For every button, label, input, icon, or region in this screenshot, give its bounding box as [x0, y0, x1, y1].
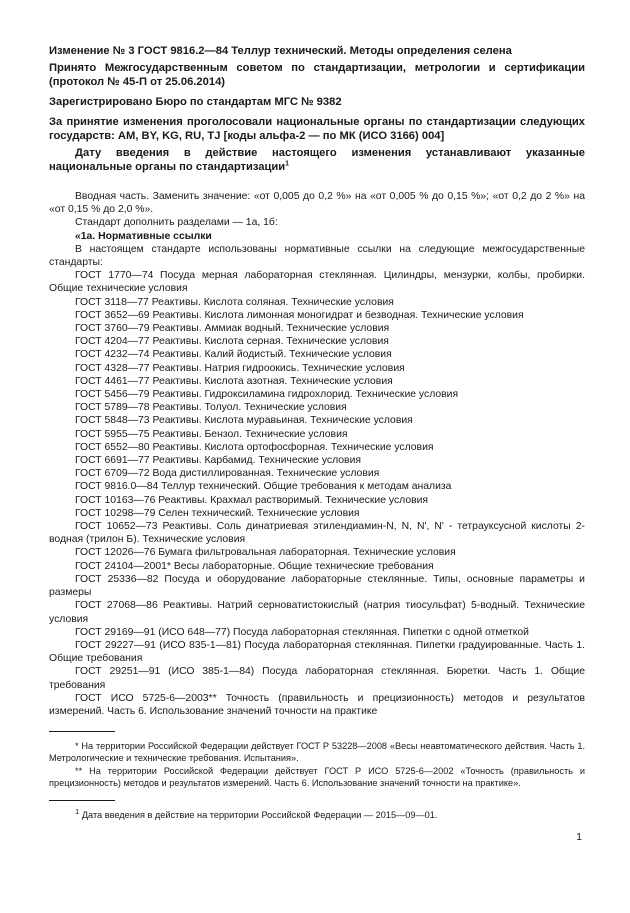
reference-item: ГОСТ 5848—73 Реактивы. Кислота муравьиная. Технические условия — [75, 415, 413, 427]
reference-item: ГОСТ 3652—69 Реактивы. Кислота лимонная моногидрат и безводная. Технические условия — [75, 309, 524, 321]
adopted-statement: Принято Межгосударственным советом по стандартизации, метрологии и сертификации (протокол № 45-П от 25.06.2014) — [49, 62, 585, 88]
intro-paragraph: Вводная часть. Заменить значение: «от 0,005 до 0,2 %» на «от 0,005 % до 0,15 %»; «от 0,2 до 2 %» на «от 0,15 % до 2,0 %». — [49, 191, 585, 216]
amendment-body — [49, 190, 585, 718]
footnote-double-star: ** На территории Российской Федерации действует ГОСТ Р ИСО 5725-6—2002 «Точность (правильность и прецизионность) методов и результатов измерений. Часть 6. Использование значений точности на практике». — [49, 765, 585, 789]
supplement-paragraph: Стандарт дополнить разделами — 1а, 1б: — [75, 217, 278, 229]
page-number: 1 — [576, 832, 582, 843]
footnote-one-text: Дата введения в действие на территории Российской Федерации — 2015—09—01. — [79, 810, 438, 820]
reference-item: ГОСТ 25336—82 Посуда и оборудование лабораторные стеклянные. Типы, основные параметры и размеры — [49, 573, 585, 599]
reference-item: ГОСТ 5955—75 Реактивы. Бензол. Технические условия — [75, 428, 348, 440]
reference-item: ГОСТ 10652—73 Реактивы. Соль динатриевая этилендиамин-N, N, N', N' - тетрауксусной кислоты 2-водная (трилон Б). Технические условия — [49, 521, 585, 546]
reference-item: ГОСТ 24104—2001* Весы лабораторные. Общие технические требования — [75, 560, 434, 572]
reference-item: ГОСТ 4232—74 Реактивы. Калий йодистый. Технические условия — [75, 349, 392, 361]
reference-item: ГОСТ 4204—77 Реактивы. Кислота серная. Технические условия — [75, 336, 389, 348]
date-footnote — [49, 800, 585, 821]
reference-item: ГОСТ 6709—72 Вода дистиллированная. Технические условия — [75, 468, 380, 480]
reference-item: ГОСТ 3118—77 Реактивы. Кислота соляная. Технические условия — [75, 296, 394, 308]
footnote-marker-1: 1 — [285, 160, 290, 168]
reference-item: ГОСТ 4461—77 Реактивы. Кислота азотная. Технические условия — [75, 375, 393, 387]
document-page — [49, 44, 585, 718]
reference-item: ГОСТ 4328—77 Реактивы. Натрия гидроокись. Технические условия — [75, 362, 405, 374]
effective-date-statement — [49, 146, 585, 174]
footnote-one-marker: 1 — [75, 806, 80, 816]
section-title: «1а. Нормативные ссылки — [75, 230, 212, 242]
reference-item: ГОСТ ИСО 5725-6—2003** Точность (правильность и прецизионность) методов и результатов измерений. Часть 6. Использование значений точности на практике — [49, 692, 585, 717]
section-intro: В настоящем стандарте использованы нормативные ссылки на следующие межгосударственные стандарты: — [49, 243, 585, 269]
reference-item: ГОСТ 29169—91 (ИСО 648—77) Посуда лабораторная стеклянная. Пипетки с одной отметкой — [75, 626, 529, 638]
effective-date-text: Дату введения в действие настоящего изменения устанавливают указанные национальные органы по стандартизации — [49, 147, 585, 173]
reference-item: ГОСТ 12026—76 Бумага фильтровальная лабораторная. Технические условия — [75, 547, 456, 559]
reference-item: ГОСТ 9816.0—84 Теллур технический. Общие требования к методам анализа — [75, 481, 452, 493]
voting-statement: За принятие изменения проголосовали национальные органы по стандартизации следующих государств: AM, BY, KG, RU, TJ [коды альфа-2 — по МК (ИСО 3166) 004] — [49, 116, 585, 142]
reference-item: ГОСТ 29227—91 (ИСО 835-1—81) Посуда лабораторная стеклянная. Пипетки градуированные. Часть 1. Общие требования — [49, 639, 585, 665]
standards-footnotes — [49, 731, 585, 790]
reference-item: ГОСТ 10298—79 Селен технический. Технические условия — [75, 507, 360, 519]
footnote-one — [49, 806, 585, 821]
reference-item: ГОСТ 6691—77 Реактивы. Карбамид. Технические условия — [75, 455, 362, 467]
reference-item: ГОСТ 29251—91 (ИСО 385-1—84) Посуда лабораторная стеклянная. Бюретки. Часть 1. Общие требования — [49, 666, 585, 691]
reference-item: ГОСТ 5456—79 Реактивы. Гидроксиламина гидрохлорид. Технические условия — [75, 389, 459, 401]
reference-item: ГОСТ 1770—74 Посуда мерная лабораторная стеклянная. Цилиндры, мензурки, колбы, пробирки. Общие технические условия — [49, 270, 585, 295]
reference-item: ГОСТ 5789—78 Реактивы. Толуол. Технические условия — [75, 402, 347, 414]
footnote-divider — [49, 800, 115, 801]
footnote-divider — [49, 731, 115, 732]
references-list — [49, 269, 585, 718]
footnote-star: * На территории Российской Федерации действует ГОСТ Р 53228—2008 «Весы неавтоматического действия. Часть 1. Метрологические и технические требования. Испытания». — [49, 741, 585, 764]
registration-statement: Зарегистрировано Бюро по стандартам МГС № 9382 — [49, 96, 342, 108]
reference-item: ГОСТ 10163—76 Реактивы. Крахмал растворимый. Технические условия — [75, 494, 429, 506]
reference-item: ГОСТ 27068—86 Реактивы. Натрий серноватистокислый (натрия тиосульфат) 5-водный. Технические условия — [49, 600, 585, 625]
reference-item: ГОСТ 3760—79 Реактивы. Аммиак водный. Технические условия — [75, 323, 390, 335]
amendment-title: Изменение № 3 ГОСТ 9816.2—84 Теллур технический. Методы определения селена — [49, 45, 512, 57]
reference-item: ГОСТ 6552—80 Реактивы. Кислота ортофосфорная. Технические условия — [75, 441, 434, 453]
